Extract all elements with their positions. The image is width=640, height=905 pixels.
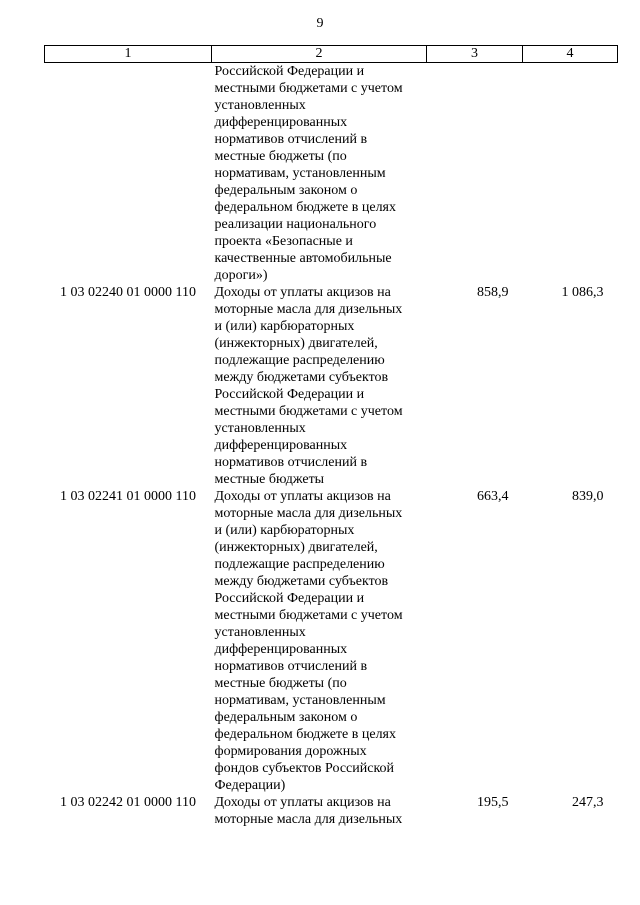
description-line: федеральном бюджете в целях [214,200,397,215]
description-line: федеральном бюджете в целях [214,727,397,742]
description-line: дифференцированных [214,642,348,657]
description-line: моторные масла для дизельных [214,812,403,827]
description-line: и (или) карбюраторных [214,319,355,334]
column-header-2: 2 [212,46,427,63]
description-line: Российской Федерации и [214,64,365,79]
description-line: Доходы от уплаты акцизов на [214,489,391,504]
description-line: фондов субъектов Российской [214,761,395,776]
description-line: нормативам, установленным [214,166,386,181]
description-line: (инжекторных) двигателей, [214,336,378,351]
description-line: установленных [214,421,306,436]
description-line: и (или) карбюраторных [214,523,355,538]
value-cell-col3: 663,4 [477,489,509,504]
description-line: установленных [214,625,306,640]
description-line: между бюджетами субъектов [214,574,389,589]
description-line: местными бюджетами с учетом [214,81,403,96]
description-line: моторные масла для дизельных [214,302,403,317]
description-line: (инжекторных) двигателей, [214,540,378,555]
column-header-4: 4 [523,46,618,63]
value-cell-col4: 247,3 [572,795,604,810]
description-line: подлежащие распределению [214,557,385,572]
description-line: дифференцированных [214,115,348,130]
budget-code-cell: 1 03 02242 01 0000 110 [60,795,196,810]
description-line: местные бюджеты (по [214,149,347,164]
value-cell-col3 [427,63,523,285]
value-cell-col3: 195,5 [477,795,509,810]
description-line: между бюджетами субъектов [214,370,389,385]
description-line: проекта «Безопасные и [214,234,353,249]
description-line: подлежащие распределению [214,353,385,368]
description-line: реализации национального [214,217,377,232]
description-line: Российской Федерации и [214,591,365,606]
description-cell [212,63,427,285]
description-line: установленных [214,98,306,113]
description-line: федеральным законом о [214,183,358,198]
description-line: местными бюджетами с учетом [214,608,403,623]
description-line: моторные масла для дизельных [214,506,403,521]
description-line: нормативов отчислений в [214,659,368,674]
description-cell [212,794,427,828]
description-line: Российской Федерации и [214,387,365,402]
table-row [45,63,618,285]
description-line: качественные автомобильные [214,251,392,266]
column-header-3: 3 [427,46,523,63]
column-header-1: 1 [45,46,212,63]
description-line: дороги») [214,268,268,283]
value-cell-col3: 858,9 [477,285,509,300]
description-line: Доходы от уплаты акцизов на [214,285,391,300]
table-header-row [45,46,618,63]
description-line: Федерации) [214,778,286,793]
description-cell [212,284,427,488]
description-line: нормативов отчислений в [214,455,368,470]
value-cell-col4: 839,0 [572,489,604,504]
description-line: Доходы от уплаты акцизов на [214,795,391,810]
description-line: местными бюджетами с учетом [214,404,403,419]
budget-code-cell: 1 03 02240 01 0000 110 [60,285,196,300]
description-line: нормативам, установленным [214,693,386,708]
value-cell-col4: 1 086,3 [561,285,604,300]
description-line: местные бюджеты (по [214,676,347,691]
description-line: федеральным законом о [214,710,358,725]
table-row [45,488,618,794]
value-cell-col4 [523,63,618,285]
description-line: дифференцированных [214,438,348,453]
table-row [45,794,618,828]
description-line: местные бюджеты [214,472,325,487]
table-row [45,284,618,488]
description-line: нормативов отчислений в [214,132,368,147]
budget-code-cell [45,63,212,285]
description-cell [212,488,427,794]
budget-revenue-table [44,45,618,828]
page-number: 9 [316,16,324,31]
budget-code-cell: 1 03 02241 01 0000 110 [60,489,196,504]
table-body [45,63,618,829]
description-line: формирования дорожных [214,744,367,759]
